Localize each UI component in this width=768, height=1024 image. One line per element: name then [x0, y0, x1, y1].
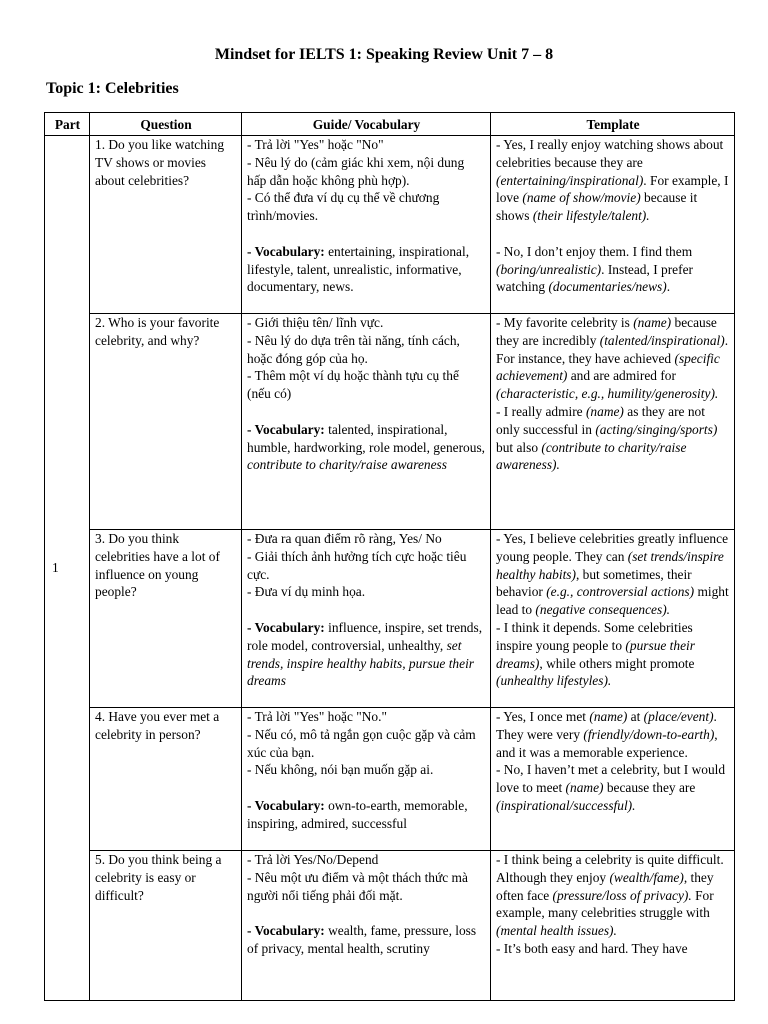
template-cell: [491, 708, 735, 851]
template-text: . For instance, they have achieved: [496, 332, 729, 366]
template-placeholder: (name): [585, 403, 624, 419]
template-paragraph: [496, 136, 730, 225]
template-paragraph: [496, 314, 730, 403]
topic-heading: Topic 1: Celebrities: [46, 80, 179, 97]
template-text: - No, I don’t enjoy them. I find them: [496, 243, 693, 259]
template-paragraph: [496, 403, 730, 474]
part-cell: 1: [45, 136, 90, 1001]
header-guide: Guide/ Vocabulary: [242, 113, 491, 136]
document-title: Mindset for IELTS 1: Speaking Review Unit 7 – 8: [214, 46, 554, 63]
template-paragraph: [496, 851, 730, 940]
template-text: - Yes, I believe celebrities greatly influence young people. They can: [496, 531, 729, 564]
template-text: and are admired for: [567, 368, 676, 384]
template-placeholder: (characteristic, e.g., humility/generosity).: [496, 386, 719, 402]
template-text: , they often face: [496, 869, 714, 903]
vocabulary-label: - Vocabulary:: [247, 797, 325, 813]
template-placeholder: (name of show/movie): [522, 190, 641, 206]
template-paragraph: [496, 530, 730, 619]
guide-line: - Đưa ra quan điểm rõ ràng, Yes/ No: [247, 531, 442, 546]
header-question: Question: [90, 113, 242, 136]
vocabulary-phrases: contribute to charity/raise awareness: [247, 457, 447, 473]
table-header-row: [45, 113, 735, 136]
guide-line: - Nếu có, mô tả ngắn gọn cuộc gặp và cảm xúc của bạn.: [247, 726, 476, 760]
guide-line: - Nếu không, nói bạn muốn gặp ai.: [247, 762, 434, 778]
speaking-table: [44, 112, 735, 1001]
template-placeholder: (talented/inspirational): [599, 332, 725, 348]
template-paragraph: [496, 761, 730, 814]
template-placeholder: (documentaries/news): [548, 279, 667, 295]
template-text: - I think being a celebrity is quite difficult. Although they enjoy: [496, 852, 724, 885]
table-row: [45, 136, 735, 314]
template-paragraph: [496, 708, 730, 761]
template-text: - Yes, I really enjoy watching shows about celebrities because they are: [496, 137, 724, 170]
vocabulary-words: talented, inspirational, humble, hardworking, role model, generous,: [247, 421, 485, 455]
template-placeholder: (negative consequences).: [535, 602, 671, 618]
guide-cell: [242, 314, 491, 530]
template-text: For example, many celebrities struggle with: [496, 887, 714, 921]
template-text: .: [666, 279, 671, 295]
template-placeholder: (friendly/down-to-earth): [583, 726, 715, 742]
template-cell: [491, 851, 735, 1001]
vocabulary-label: - Vocabulary:: [247, 243, 325, 259]
guide-line: - Nêu lý do (cảm giác khi xem, nội dung hấp dẫn hoặc không phù hợp).: [247, 154, 465, 188]
guide-line: - Nêu lý do dựa trên tài năng, tính cách, hoặc đóng góp của họ.: [247, 332, 460, 366]
header-template: Template: [491, 113, 735, 136]
template-placeholder: (contribute to charity/raise awareness).: [496, 439, 687, 473]
template-placeholder: (boring/unrealistic): [496, 261, 602, 277]
template-text: , and it was a memorable experience.: [496, 726, 718, 760]
template-placeholder: (wealth/fame): [609, 869, 684, 885]
vocabulary-words: own-to-earth, memorable, inspiring, admired, successful: [247, 797, 468, 831]
template-paragraph: [496, 243, 730, 296]
template-text: because they are incredibly: [496, 315, 717, 348]
vocabulary-phrases: set trends, inspire healthy habits, pursue their dreams: [247, 637, 475, 689]
guide-line: - Trả lời "Yes" hoặc "No": [247, 137, 384, 152]
guide-cell: [242, 136, 491, 314]
template-text: - Yes, I once met: [496, 709, 590, 724]
template-paragraph: [496, 619, 730, 690]
vocabulary-line: [247, 922, 486, 958]
template-text: but also: [496, 439, 542, 455]
template-text: might lead to: [496, 584, 729, 618]
header-part: Part: [45, 113, 90, 136]
table-row: [45, 314, 735, 530]
template-cell: [491, 530, 735, 708]
template-text: . Instead, I prefer watching: [496, 261, 693, 295]
guide-cell: [242, 851, 491, 1001]
template-placeholder: (pressure/loss of privacy).: [552, 887, 692, 903]
guide-line: - Giải thích ảnh hưởng tích cực hoặc tiêu cực.: [247, 548, 467, 582]
vocabulary-label: - Vocabulary:: [247, 421, 325, 437]
vocabulary-line: [247, 619, 486, 690]
question-cell: 3. Do you think celebrities have a lot of influence on young people?: [90, 530, 242, 708]
template-placeholder: (name): [633, 315, 672, 330]
template-placeholder: (pursue their dreams): [496, 637, 695, 671]
guide-line: - Thêm một ví dụ hoặc thành tựu cụ thể (nếu có): [247, 368, 459, 402]
template-placeholder: (their lifestyle/talent).: [532, 208, 650, 224]
template-text: - No, I haven’t met a celebrity, but I would love to meet: [496, 762, 726, 796]
guide-line: - Giới thiệu tên/ lĩnh vực.: [247, 315, 384, 330]
template-placeholder: (inspirational/successful).: [496, 797, 636, 813]
guide-line: - Có thể đưa ví dụ cụ thể về chương trình/movies.: [247, 190, 440, 224]
table-body: [45, 136, 735, 1001]
vocabulary-line: [247, 243, 486, 296]
template-placeholder: (e.g., controversial actions): [546, 584, 695, 600]
guide-line: - Trả lời "Yes" hoặc "No.": [247, 709, 387, 724]
template-text: because they are: [603, 780, 696, 796]
question-cell: 1. Do you like watching TV shows or movies about celebrities?: [90, 136, 242, 314]
template-placeholder: (set trends/inspire healthy habits): [496, 548, 724, 582]
vocabulary-words: influence, inspire, set trends, role model, controversial, unhealthy,: [247, 619, 483, 653]
table-row: [45, 530, 735, 708]
template-text: - My favorite celebrity is: [496, 315, 634, 330]
question-cell: 2. Who is your favorite celebrity, and why?: [90, 314, 242, 530]
guide-line: - Trả lời Yes/No/Depend: [247, 852, 379, 867]
template-placeholder: (entertaining/inspirational): [496, 172, 644, 188]
template-text: as they are not only successful in: [496, 403, 705, 437]
template-text: at: [627, 709, 644, 724]
question-cell: 5. Do you think being a celebrity is easy or difficult?: [90, 851, 242, 1001]
template-placeholder: (acting/singing/sports): [595, 421, 718, 437]
vocabulary-words: entertaining, inspirational, lifestyle, talent, unrealistic, informative, documentary, news.: [247, 243, 470, 295]
template-placeholder: (name): [565, 780, 604, 796]
template-text: - I think it depends. Some celebrities inspire young people to: [496, 619, 693, 653]
template-paragraph: [496, 940, 730, 958]
template-cell: [491, 314, 735, 530]
guide-line: - Đưa ví dụ minh họa.: [247, 584, 366, 600]
question-cell: 4. Have you ever met a celebrity in person?: [90, 708, 242, 851]
template-placeholder: (mental health issues).: [496, 923, 617, 939]
vocabulary-line: [247, 421, 486, 474]
template-cell: [491, 136, 735, 314]
vocabulary-words: wealth, fame, pressure, loss of privacy, mental health, scrutiny: [247, 923, 477, 956]
vocabulary-label: - Vocabulary:: [247, 923, 325, 939]
vocabulary-label: - Vocabulary:: [247, 619, 325, 635]
template-text: - It’s both easy and hard. They have: [496, 940, 688, 956]
vocabulary-line: [247, 797, 486, 833]
template-text: . They were very: [496, 709, 717, 742]
template-placeholder: (name): [589, 709, 628, 724]
guide-cell: [242, 530, 491, 708]
guide-line: - Nêu một ưu điểm và một thách thức mà người nổi tiếng phải đối mặt.: [247, 869, 468, 903]
template-placeholder: (unhealthy lifestyles).: [496, 673, 612, 689]
template-text: , while others might promote: [539, 655, 695, 671]
template-text: - I really admire: [496, 403, 586, 419]
template-text: because it shows: [496, 190, 698, 224]
table-row: [45, 851, 735, 1001]
table-row: [45, 708, 735, 851]
template-placeholder: (specific achievement): [496, 350, 720, 384]
template-text: , but sometimes, their behavior: [496, 566, 692, 600]
template-text: . For example, I love: [496, 172, 729, 206]
template-placeholder: (place/event): [643, 709, 714, 724]
guide-cell: [242, 708, 491, 851]
